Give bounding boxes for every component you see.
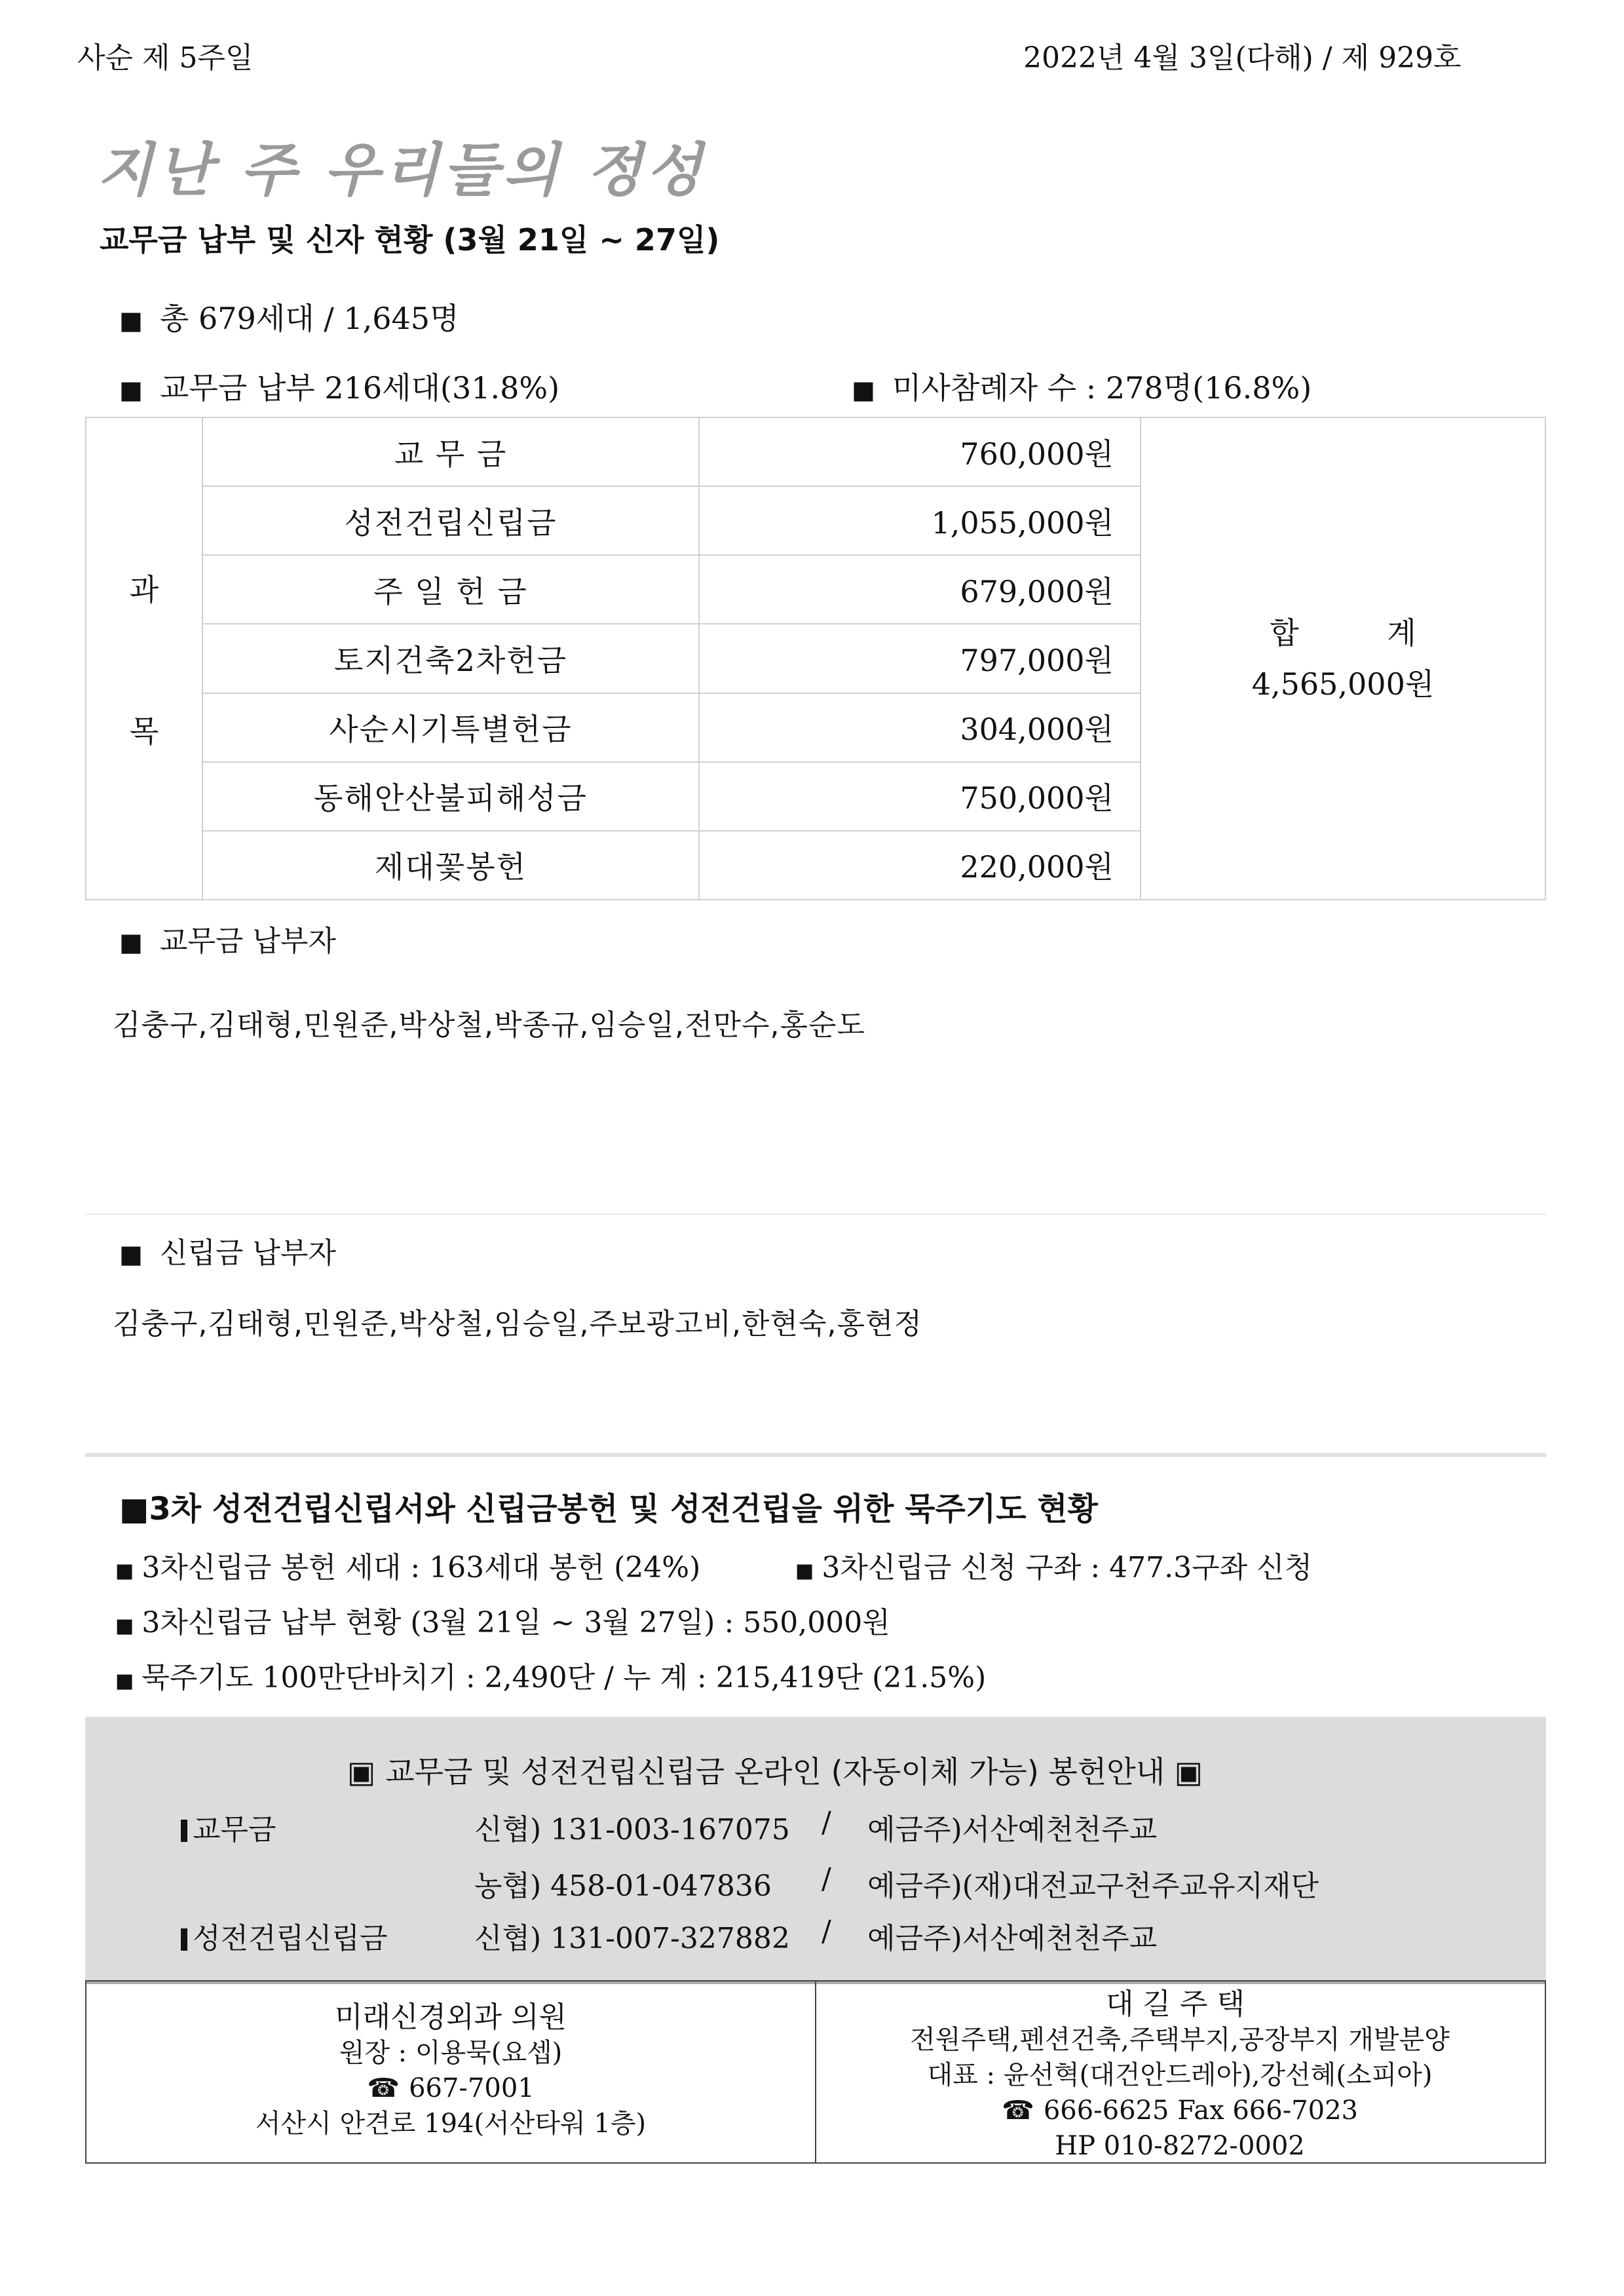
- phone-icon: ☎: [367, 2073, 400, 2103]
- account-name: [181, 1915, 388, 1957]
- sinrip-heading-text: 신립금 납부자: [159, 1236, 336, 1270]
- building-item-text: 3차신립금 납부 현황 (3월 21일 ~ 3월 27일) : 550,000원: [142, 1606, 890, 1639]
- week-label: 사순 제 5주일: [77, 41, 254, 75]
- account-separator: /: [821, 1915, 831, 1948]
- stat-total: [119, 295, 459, 338]
- ad-housing-hp: HP 010-8272-0002: [1055, 2131, 1305, 2161]
- square-bullet-icon: ■: [119, 375, 143, 404]
- square-bullet-icon: ■: [852, 375, 875, 404]
- bar-marker-icon: [181, 1820, 187, 1842]
- ad-housing-services: 전원주택,펜션건축,주택부지,공장부지 개발분양: [910, 2025, 1450, 2055]
- stat-paid: [119, 364, 559, 408]
- ad-housing-rep: 대표 : 윤선혁(대건안드레아),강선혜(소피아): [927, 2060, 1433, 2090]
- account-holder: 예금주)서산예천천주교: [867, 1922, 1158, 1955]
- account-name-text: 성전건립신립금: [193, 1922, 388, 1955]
- building-item: [795, 1544, 1312, 1586]
- offering-label: 제대꽃봉헌: [202, 831, 699, 900]
- total-label: 합 계: [1270, 615, 1456, 651]
- square-bullet-icon: ■: [119, 928, 143, 957]
- account-name-text: 교무금: [193, 1813, 276, 1846]
- kyomu-payers-heading: [119, 917, 336, 959]
- ad-clinic-address: 서산시 안견로 194(서산타워 1층): [255, 2109, 647, 2139]
- square-bullet-icon: ■: [119, 306, 143, 335]
- category-cell: [86, 417, 202, 900]
- offering-amount: 1,055,000원: [699, 486, 1141, 555]
- building-item: [115, 1544, 700, 1586]
- offering-amount: 797,000원: [699, 624, 1141, 693]
- phone-icon: ☎: [1001, 2095, 1034, 2126]
- stat-total-text: 총 679세대 / 1,645명: [159, 301, 459, 336]
- ad-clinic-phone: [86, 2071, 815, 2106]
- category-char: 목: [129, 714, 159, 749]
- stat-absent-text: 미사참례자 수 : 278명(16.8%): [892, 370, 1312, 406]
- building-title: ■3차 성전건립신립서와 신립금봉헌 및 성전건립을 위한 묵주기도 현황: [119, 1491, 1099, 1527]
- small-square-icon: ■: [115, 1615, 134, 1637]
- subtitle: 교무금 납부 및 신자 현황 (3월 21일 ~ 27일): [100, 222, 720, 258]
- ad-clinic-director: 원장 : 이용묵(요셉): [339, 2038, 563, 2068]
- small-square-icon: ■: [115, 1559, 134, 1582]
- sinrip-payers-heading: [119, 1229, 336, 1271]
- building-item-text: 묵주기도 100만단바치기 : 2,490단 / 누 계 : 215,419단 (21.5%): [142, 1661, 987, 1694]
- issue-label: 2022년 4월 3일(다해) / 제 929호: [1023, 41, 1462, 75]
- ad-clinic-name: 미래신경외과 의원: [334, 2000, 567, 2034]
- ad-housing-phone-number: 666-6625 Fax 666-7023: [1043, 2095, 1359, 2126]
- offering-amount: 750,000원: [699, 762, 1141, 831]
- account-separator: /: [821, 1862, 831, 1896]
- building-item: [115, 1599, 890, 1641]
- account-number: 농협) 458-01-047836: [474, 1869, 772, 1903]
- offering-table: [85, 417, 1546, 900]
- kyomu-heading-text: 교무금 납부자: [159, 925, 336, 958]
- offering-label: 주 일 헌 금: [202, 555, 699, 624]
- ad-housing: [816, 1987, 1543, 2164]
- square-bullet-icon: ■: [119, 1240, 143, 1269]
- divider: [85, 1214, 1546, 1215]
- account-number: 신협) 131-003-167075: [474, 1813, 790, 1846]
- building-item: [115, 1654, 986, 1696]
- small-square-icon: ■: [795, 1559, 814, 1582]
- small-square-icon: ■: [115, 1670, 134, 1693]
- total-amount: 4,565,000원: [1251, 666, 1435, 702]
- account-name: [181, 1806, 276, 1848]
- bar-marker-icon: [181, 1928, 187, 1951]
- sinrip-payers-names: 김충구,김태형,민원준,박상철,임승일,주보광고비,한현숙,홍현정: [113, 1307, 923, 1341]
- building-item-text: 3차신립금 신청 구좌 : 477.3구좌 신청: [821, 1551, 1313, 1584]
- online-giving-title: ▣ 교무금 및 성전건립신립금 온라인 (자동이체 가능) 봉헌안내 ▣: [347, 1754, 1203, 1789]
- account-holder: 예금주)(재)대전교구천주교유지재단: [867, 1869, 1319, 1903]
- ad-housing-name: 대길주택: [1105, 1987, 1254, 2021]
- offering-label: 동해안산불피해성금: [202, 762, 699, 831]
- account-number: 신협) 131-007-327882: [474, 1922, 790, 1955]
- kyomu-payers-names: 김충구,김태형,민원준,박상철,박종규,임승일,전만수,홍순도: [113, 1008, 865, 1042]
- offering-amount: 679,000원: [699, 555, 1141, 624]
- offering-label: 성전건립신립금: [202, 486, 699, 555]
- ad-housing-phone: [816, 2093, 1543, 2128]
- table-row: [86, 417, 1545, 486]
- total-cell: [1141, 417, 1545, 900]
- account-separator: /: [821, 1806, 831, 1839]
- offering-label: 교 무 금: [202, 417, 699, 486]
- ad-clinic-phone-number: 667-7001: [409, 2073, 535, 2103]
- offering-label: 사순시기특별헌금: [202, 693, 699, 762]
- building-item-text: 3차신립금 봉헌 세대 : 163세대 봉헌 (24%): [142, 1551, 701, 1584]
- offering-label: 토지건축2차헌금: [202, 624, 699, 693]
- double-divider: [85, 1453, 1546, 1459]
- offering-amount: 760,000원: [699, 417, 1141, 486]
- ad-clinic: [86, 2000, 815, 2141]
- category-char: 과: [129, 572, 159, 607]
- section-title: 지난 주 우리들의 정성: [97, 136, 706, 204]
- stat-absent: [852, 364, 1312, 408]
- stat-paid-text: 교무금 납부 216세대(31.8%): [159, 370, 560, 406]
- offering-amount: 220,000원: [699, 831, 1141, 900]
- offering-amount: 304,000원: [699, 693, 1141, 762]
- account-holder: 예금주)서산예천천주교: [867, 1813, 1158, 1846]
